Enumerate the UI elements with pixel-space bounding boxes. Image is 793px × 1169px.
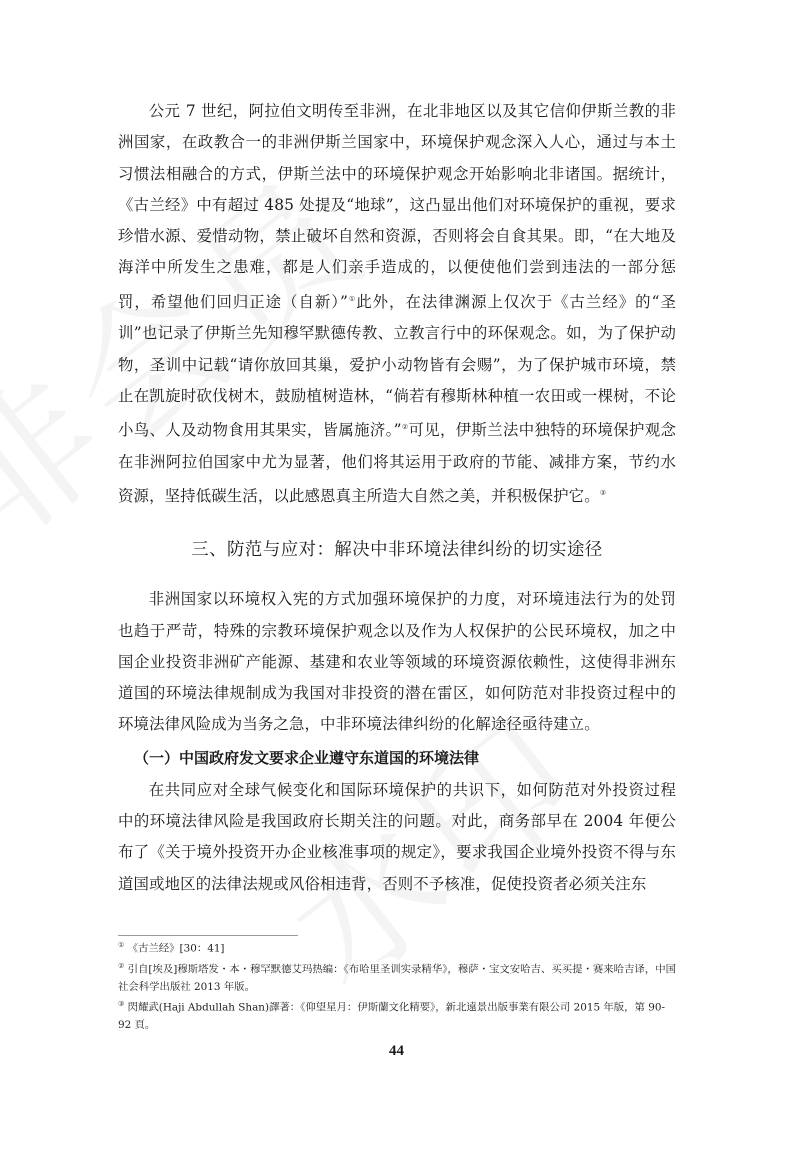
page-number: 44 xyxy=(389,1043,404,1059)
paragraph-text: 可见，伊斯兰法中独特的环境保护观念在非洲阿拉伯国家中尤为显著，他们将其运用于政府的节能、减排方案，节约水资源，坚持低碳生活，以此感恩真主所造大自然之美，并积极保护它。 xyxy=(118,421,676,505)
paragraph-islamic-law xyxy=(118,96,676,512)
paragraph-risk: 非洲国家以环境权入宪的方式加强环境保护的力度，对环境违法行为的处罚也趋于严苛，特殊的宗教环境保护观念以及作为人权保护的公民环境权，加之中国企业投资非洲矿产能源、基建和农业等领域的环境资源依赖性，这使得非洲东道国的环境法律规制成为我国对非投资的潜在雷区，如何防范对非投资过程中的环境法律风险成为当务之急，中非环境法律纠纷的化解途径亟待建立。 xyxy=(118,590,676,734)
footnote-ref-3[interactable]: ③ xyxy=(599,488,607,497)
section-heading: 三、防范与应对：解决中非环境法律纠纷的切实途径 xyxy=(191,540,603,561)
footnote-ref-2[interactable]: ② xyxy=(401,423,409,432)
subsection-heading: （一）中国政府发文要求企业遵守东道国的环境法律 xyxy=(134,748,480,767)
footnote-mark: ③ xyxy=(118,999,125,1008)
footnote-ref-1[interactable]: ① xyxy=(348,294,357,303)
footnote-text: 閃耀武(Haji Abdullah Shan)譯著：《仰望星月：伊斯蘭文化精要》，新北遠景出版事業有限公司 2015 年版，第 90-92 頁。 xyxy=(118,1001,665,1031)
paragraph-text: 此外，在法律渊源上仅次于《古兰经》的“圣训”也记录了伊斯兰先知穆罕默德传教、立教言行中的环保观念。如，为了保护动物，圣训中记载“请你放回其巢，爱护小动物皆有会赐”，为了保护城市环境，禁止在凯旋时砍伐树木，鼓励植树造林，“倘若有穆斯林种植一农田或一棵树，不论小鸟、人及动物食用其果实，皆属施济。” xyxy=(118,292,676,440)
footnote-mark: ② xyxy=(118,961,125,970)
paragraph-government: 在共同应对全球气候变化和国际环境保护的共识下，如何防范对外投资过程中的环境法律风险是我国政府长期关注的问题。对此，商务部早在 2004 年便公布了《关于境外投资开办企业核准事项的规定》，要求我国企业境外投资不得与东道国或地区的法律法规或风俗相违背，否则不予核准，促使投资者必须关注东 xyxy=(118,780,676,893)
footnote-1 xyxy=(118,937,676,958)
page-content xyxy=(118,96,676,900)
paragraph-text: 公元 7 世纪，阿拉伯文明传至非洲，在北非地区以及其它信仰伊斯兰教的非洲国家，在政教合一的非洲伊斯兰国家中，环境保护观念深入人心，通过与本土习惯法相融合的方式，伊斯兰法中的环境保护观念开始影响北非诸国。据统计，《古兰经》中有超过 485 处提及“地球”，这凸显出他们对环境保护的重视，要求珍惜水源、爱惜动物，禁止破坏自然和资源，否则将会自食其果。即，“在大地及海洋中所发生之患难，都是人们亲手造成的，以便使他们尝到违法的一部分惩罚，希望他们回归正途（自新）” xyxy=(118,102,676,311)
footnote-text: 《古兰经》[30：41] xyxy=(127,942,225,955)
footnote-3 xyxy=(118,996,676,1034)
footnote-2 xyxy=(118,958,676,996)
footnotes xyxy=(118,937,676,1034)
footnote-text: 引自[埃及]穆斯塔发・本・穆罕默德艾玛热编：《布哈里圣训实录精华》，穆萨・宝文安哈吉、买买提・赛来哈吉译，中国社会科学出版社 2013 年版。 xyxy=(118,963,676,993)
footnote-mark: ① xyxy=(118,941,125,949)
footnote-divider xyxy=(118,935,298,936)
